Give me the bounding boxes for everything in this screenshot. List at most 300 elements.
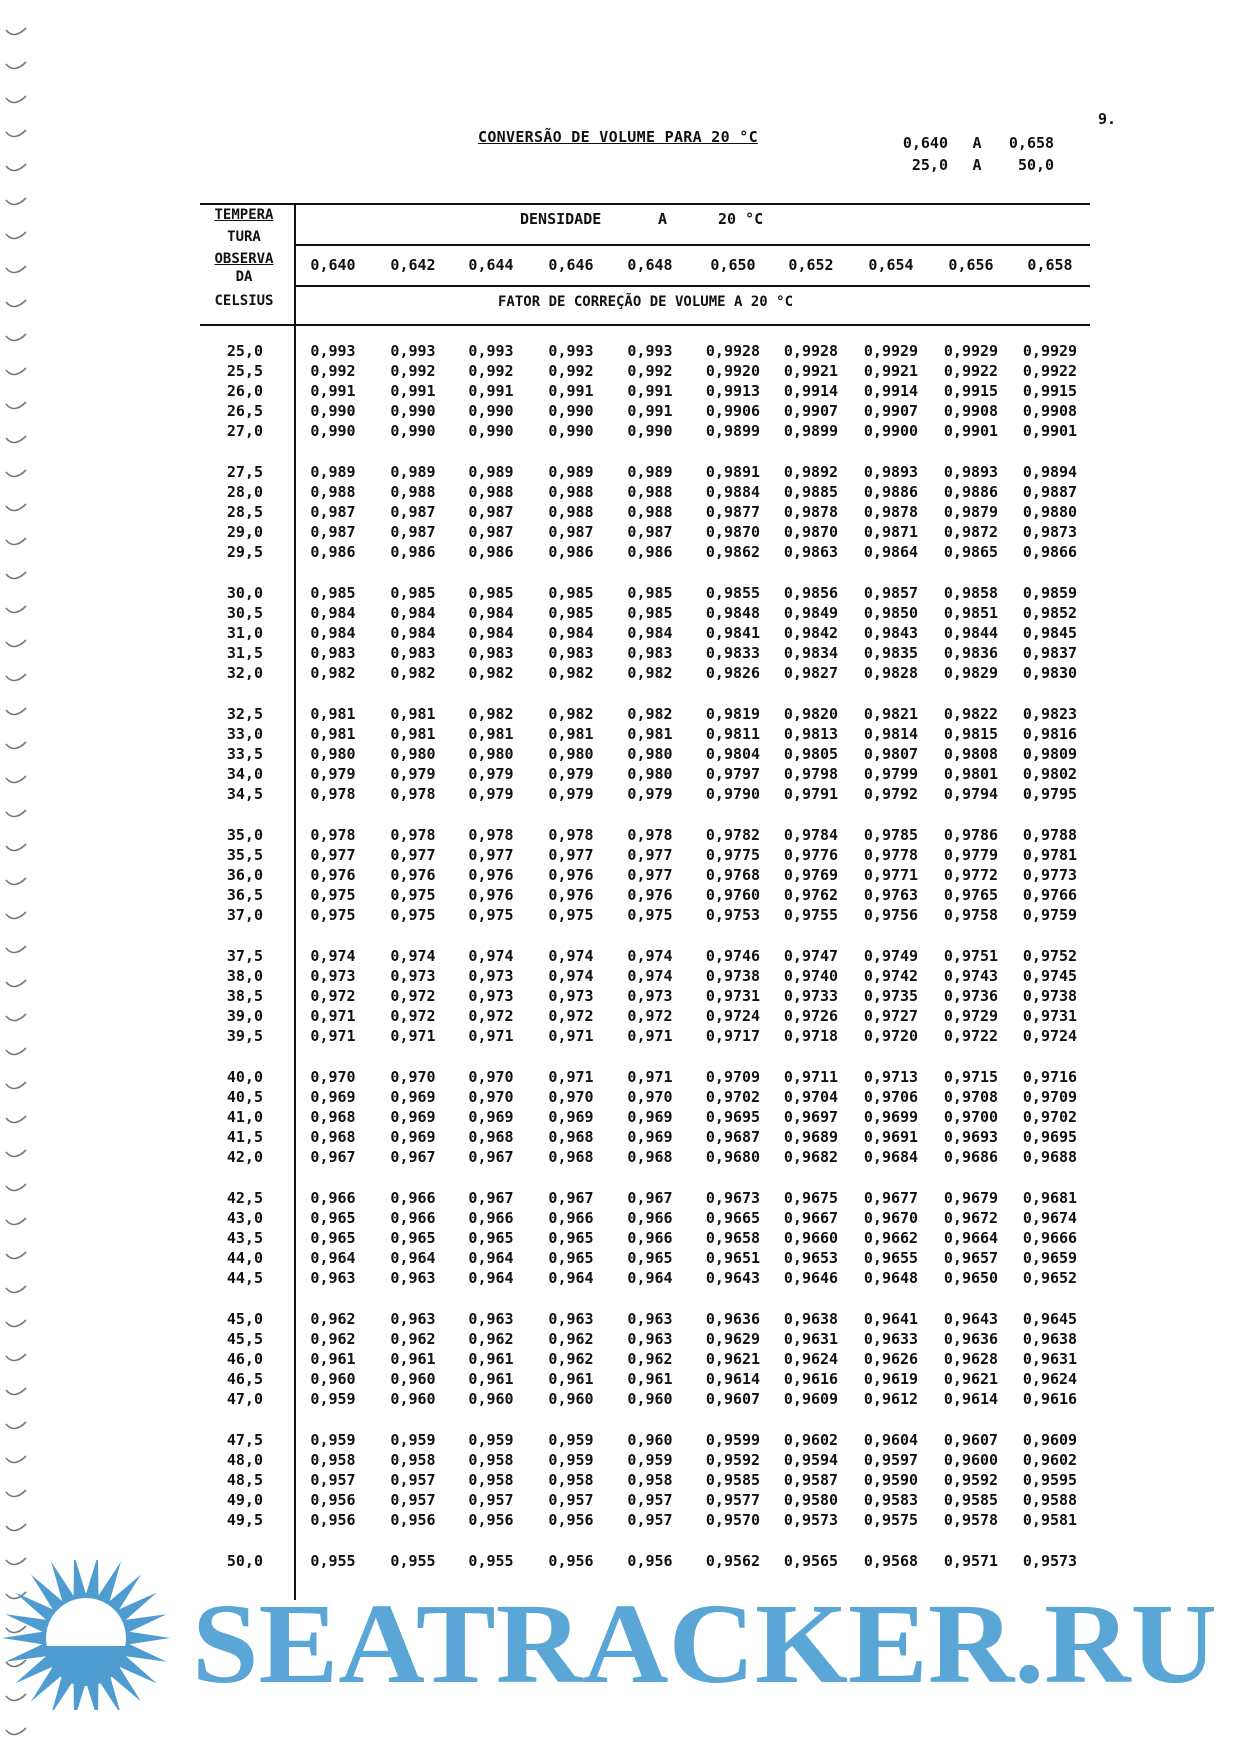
correction-factor-cell: 0,9778 [863, 846, 919, 864]
correction-factor-cell: 0,9602 [783, 1431, 839, 1449]
correction-factor-cell: 0,988 [310, 483, 356, 501]
correction-factor-cell: 0,969 [390, 1108, 436, 1126]
correction-factor-cell: 0,9709 [1022, 1088, 1078, 1106]
binding-hole [6, 62, 26, 69]
binding-hole [6, 538, 26, 545]
correction-factor-cell: 0,9826 [705, 664, 761, 682]
correction-factor-cell: 0,9595 [1022, 1471, 1078, 1489]
correction-factor-cell: 0,9662 [863, 1229, 919, 1247]
correction-factor-cell: 0,959 [310, 1390, 356, 1408]
temperature-value: 33,5 [226, 745, 263, 763]
correction-factor-cell: 0,967 [310, 1148, 356, 1166]
correction-factor-cell: 0,9908 [943, 402, 999, 420]
correction-factor-cell: 0,9756 [863, 906, 919, 924]
correction-factor-cell: 0,9769 [783, 866, 839, 884]
correction-factor-cell: 0,964 [627, 1269, 673, 1287]
correction-factor-cell: 0,9884 [705, 483, 761, 501]
correction-factor-cell: 0,9836 [943, 644, 999, 662]
correction-factor-label: FATOR DE CORREÇÃO DE VOLUME A 20 °C [498, 294, 794, 310]
correction-factor-cell: 0,9877 [705, 503, 761, 521]
correction-factor-cell: 0,966 [627, 1229, 673, 1247]
correction-factor-cell: 0,9638 [783, 1310, 839, 1328]
correction-factor-cell: 0,9659 [1022, 1249, 1078, 1267]
correction-factor-cell: 0,9587 [783, 1471, 839, 1489]
temperature-value: 32,0 [226, 664, 263, 682]
correction-factor-cell: 0,9740 [783, 967, 839, 985]
correction-factor-cell: 0,9893 [943, 463, 999, 481]
correction-factor-cell: 0,9660 [783, 1229, 839, 1247]
correction-factor-cell: 0,9834 [783, 644, 839, 662]
correction-factor-cell: 0,9578 [943, 1511, 999, 1529]
correction-factor-cell: 0,9830 [1022, 664, 1078, 682]
correction-factor-cell: 0,971 [548, 1027, 594, 1045]
correction-factor-cell: 0,974 [627, 967, 673, 985]
correction-factor-cell: 0,9655 [863, 1249, 919, 1267]
binding-hole [6, 1082, 26, 1089]
correction-factor-cell: 0,959 [310, 1431, 356, 1449]
correction-factor-cell: 0,964 [390, 1249, 436, 1267]
correction-factor-cell: 0,9848 [705, 604, 761, 622]
correction-factor-cell: 0,959 [548, 1451, 594, 1469]
correction-factor-cell: 0,9878 [783, 503, 839, 521]
correction-factor-cell: 0,9857 [863, 584, 919, 602]
correction-factor-cell: 0,9675 [783, 1189, 839, 1207]
correction-factor-cell: 0,9829 [943, 664, 999, 682]
temperature-value: 32,5 [226, 705, 263, 723]
binding-hole [6, 1184, 26, 1191]
correction-factor-cell: 0,9788 [1022, 826, 1078, 844]
binding-hole [6, 810, 26, 817]
correction-factor-cell: 0,977 [310, 846, 356, 864]
correction-factor-cell: 0,984 [627, 624, 673, 642]
correction-factor-cell: 0,982 [627, 664, 673, 682]
correction-factor-cell: 0,967 [468, 1189, 514, 1207]
binding-hole [6, 946, 26, 953]
correction-factor-cell: 0,961 [468, 1370, 514, 1388]
correction-factor-cell: 0,974 [310, 947, 356, 965]
correction-factor-cell: 0,968 [548, 1128, 594, 1146]
correction-factor-cell: 0,9684 [863, 1148, 919, 1166]
temperature-value: 48,0 [226, 1451, 263, 1469]
correction-factor-cell: 0,9859 [1022, 584, 1078, 602]
correction-factor-cell: 0,9758 [943, 906, 999, 924]
correction-factor-cell: 0,979 [548, 785, 594, 803]
correction-factor-cell: 0,9699 [863, 1108, 919, 1126]
correction-factor-cell: 0,956 [310, 1511, 356, 1529]
binding-hole [6, 1422, 26, 1429]
correction-factor-cell: 0,9827 [783, 664, 839, 682]
correction-factor-cell: 0,970 [548, 1088, 594, 1106]
correction-factor-cell: 0,9735 [863, 987, 919, 1005]
correction-factor-cell: 0,9665 [705, 1209, 761, 1227]
correction-factor-cell: 0,985 [548, 604, 594, 622]
binding-hole [6, 368, 26, 375]
correction-factor-cell: 0,974 [627, 947, 673, 965]
correction-factor-cell: 0,9621 [943, 1370, 999, 1388]
correction-factor-cell: 0,9706 [863, 1088, 919, 1106]
correction-factor-cell: 0,972 [390, 987, 436, 1005]
correction-factor-cell: 0,990 [468, 402, 514, 420]
correction-factor-cell: 0,9646 [783, 1269, 839, 1287]
correction-factor-cell: 0,959 [627, 1451, 673, 1469]
correction-factor-cell: 0,968 [468, 1128, 514, 1146]
correction-factor-cell: 0,9562 [705, 1552, 761, 1570]
density-value: 0,640 [310, 256, 356, 274]
correction-factor-cell: 0,9614 [705, 1370, 761, 1388]
correction-factor-cell: 0,963 [310, 1269, 356, 1287]
correction-factor-cell: 0,988 [627, 483, 673, 501]
temperature-value: 35,5 [226, 846, 263, 864]
correction-factor-cell: 0,9819 [705, 705, 761, 723]
correction-factor-cell: 0,9711 [783, 1068, 839, 1086]
correction-factor-cell: 0,979 [390, 765, 436, 783]
correction-factor-cell: 0,960 [548, 1390, 594, 1408]
correction-factor-cell: 0,987 [310, 503, 356, 521]
correction-factor-cell: 0,958 [310, 1451, 356, 1469]
correction-factor-cell: 0,982 [468, 705, 514, 723]
binding-hole [6, 436, 26, 443]
correction-factor-cell: 0,9811 [705, 725, 761, 743]
correction-factor-cell: 0,9700 [943, 1108, 999, 1126]
correction-factor-cell: 0,956 [548, 1511, 594, 1529]
density-label: DENSIDADE [520, 210, 602, 228]
temp-to: 50,0 [1017, 156, 1055, 174]
density-value: 0,656 [948, 256, 994, 274]
correction-factor-cell: 0,9747 [783, 947, 839, 965]
correction-factor-cell: 0,963 [627, 1310, 673, 1328]
correction-factor-cell: 0,9879 [943, 503, 999, 521]
correction-factor-cell: 0,984 [468, 604, 514, 622]
correction-factor-cell: 0,981 [548, 725, 594, 743]
correction-factor-cell: 0,9715 [943, 1068, 999, 1086]
correction-factor-cell: 0,9590 [863, 1471, 919, 1489]
temperature-value: 42,5 [226, 1189, 263, 1207]
correction-factor-cell: 0,962 [548, 1330, 594, 1348]
correction-factor-cell: 0,9726 [783, 1007, 839, 1025]
binding-hole [6, 1286, 26, 1293]
temperature-value: 28,0 [226, 483, 263, 501]
correction-factor-cell: 0,965 [310, 1229, 356, 1247]
correction-factor-cell: 0,978 [627, 826, 673, 844]
correction-factor-cell: 0,957 [468, 1491, 514, 1509]
correction-factor-cell: 0,9899 [783, 422, 839, 440]
temperature-value: 26,0 [226, 382, 263, 400]
correction-factor-cell: 0,9892 [783, 463, 839, 481]
binding-hole [6, 980, 26, 987]
correction-factor-cell: 0,9921 [783, 362, 839, 380]
correction-factor-cell: 0,9809 [1022, 745, 1078, 763]
correction-factor-cell: 0,9575 [863, 1511, 919, 1529]
correction-factor-cell: 0,9571 [943, 1552, 999, 1570]
correction-factor-cell: 0,984 [468, 624, 514, 642]
binding-hole [6, 640, 26, 647]
correction-factor-cell: 0,9629 [705, 1330, 761, 1348]
correction-factor-cell: 0,9650 [943, 1269, 999, 1287]
correction-factor-cell: 0,976 [310, 866, 356, 884]
correction-factor-cell: 0,9573 [783, 1511, 839, 1529]
correction-factor-cell: 0,973 [310, 967, 356, 985]
correction-factor-cell: 0,985 [468, 584, 514, 602]
correction-factor-cell: 0,990 [627, 422, 673, 440]
temperature-value: 31,5 [226, 644, 263, 662]
correction-factor-cell: 0,9914 [863, 382, 919, 400]
watermark [0, 1560, 1240, 1710]
correction-factor-cell: 0,9609 [783, 1390, 839, 1408]
correction-factor-cell: 0,960 [627, 1390, 673, 1408]
correction-factor-cell: 0,9695 [1022, 1128, 1078, 1146]
binding-hole [6, 776, 26, 783]
correction-factor-cell: 0,9681 [1022, 1189, 1078, 1207]
correction-factor-cell: 0,9768 [705, 866, 761, 884]
binding-hole [6, 1252, 26, 1259]
correction-factor-cell: 0,9666 [1022, 1229, 1078, 1247]
density-header-rule [296, 244, 1090, 246]
correction-factor-cell: 0,9900 [863, 422, 919, 440]
temperature-value: 36,5 [226, 886, 263, 904]
correction-factor-cell: 0,970 [468, 1068, 514, 1086]
correction-factor-cell: 0,967 [627, 1189, 673, 1207]
density-value: 0,650 [710, 256, 756, 274]
correction-factor-cell: 0,957 [310, 1471, 356, 1489]
correction-factor-cell: 0,963 [468, 1310, 514, 1328]
density-values-rule [296, 285, 1090, 287]
binding-hole [6, 130, 26, 137]
correction-factor-cell: 0,958 [548, 1471, 594, 1489]
correction-factor-cell: 0,959 [390, 1431, 436, 1449]
correction-factor-cell: 0,9657 [943, 1249, 999, 1267]
correction-factor-cell: 0,991 [548, 382, 594, 400]
correction-factor-cell: 0,9841 [705, 624, 761, 642]
correction-factor-cell: 0,985 [548, 584, 594, 602]
correction-factor-cell: 0,958 [627, 1471, 673, 1489]
correction-factor-cell: 0,975 [468, 906, 514, 924]
correction-factor-cell: 0,9901 [1022, 422, 1078, 440]
correction-factor-cell: 0,992 [310, 362, 356, 380]
correction-factor-cell: 0,9736 [943, 987, 999, 1005]
correction-factor-cell: 0,971 [548, 1068, 594, 1086]
temperature-value: 27,0 [226, 422, 263, 440]
correction-factor-cell: 0,9794 [943, 785, 999, 803]
temperature-value: 47,0 [226, 1390, 263, 1408]
temp-header-line: TURA [227, 229, 261, 245]
temperature-value: 37,5 [226, 947, 263, 965]
correction-factor-cell: 0,988 [627, 503, 673, 521]
correction-factor-cell: 0,9763 [863, 886, 919, 904]
correction-factor-cell: 0,9922 [1022, 362, 1078, 380]
correction-factor-cell: 0,990 [310, 402, 356, 420]
correction-factor-cell: 0,965 [390, 1229, 436, 1247]
correction-factor-cell: 0,991 [627, 402, 673, 420]
correction-factor-cell: 0,9648 [863, 1269, 919, 1287]
correction-factor-cell: 0,981 [627, 725, 673, 743]
correction-factor-cell: 0,9878 [863, 503, 919, 521]
correction-factor-cell: 0,9772 [943, 866, 999, 884]
correction-factor-cell: 0,961 [627, 1370, 673, 1388]
correction-factor-cell: 0,9929 [943, 342, 999, 360]
correction-factor-cell: 0,975 [627, 906, 673, 924]
correction-factor-cell: 0,984 [548, 624, 594, 642]
temperature-value: 50,0 [226, 1552, 263, 1570]
correction-factor-cell: 0,975 [310, 886, 356, 904]
correction-factor-cell: 0,9899 [705, 422, 761, 440]
correction-factor-cell: 0,9760 [705, 886, 761, 904]
correction-factor-cell: 0,9765 [943, 886, 999, 904]
correction-factor-cell: 0,9872 [943, 523, 999, 541]
temp-header-line: CELSIUS [214, 293, 274, 309]
binding-hole [6, 878, 26, 885]
correction-factor-cell: 0,9724 [705, 1007, 761, 1025]
correction-factor-cell: 0,981 [310, 705, 356, 723]
correction-factor-cell: 0,956 [468, 1511, 514, 1529]
correction-factor-cell: 0,9891 [705, 463, 761, 481]
correction-factor-cell: 0,9607 [705, 1390, 761, 1408]
correction-factor-cell: 0,9626 [863, 1350, 919, 1368]
watermark-text: SEATRACKER.RU [192, 1580, 1217, 1707]
correction-factor-cell: 0,975 [310, 906, 356, 924]
correction-factor-cell: 0,9733 [783, 987, 839, 1005]
temperature-value: 40,5 [226, 1088, 263, 1106]
correction-factor-cell: 0,987 [468, 523, 514, 541]
correction-factor-cell: 0,963 [390, 1310, 436, 1328]
temperature-value: 38,5 [226, 987, 263, 1005]
correction-factor-cell: 0,9581 [1022, 1511, 1078, 1529]
correction-factor-cell: 0,956 [390, 1511, 436, 1529]
correction-factor-cell: 0,9797 [705, 765, 761, 783]
correction-factor-cell: 0,9816 [1022, 725, 1078, 743]
correction-factor-cell: 0,9762 [783, 886, 839, 904]
correction-factor-cell: 0,986 [548, 543, 594, 561]
correction-factor-cell: 0,9802 [1022, 765, 1078, 783]
correction-factor-cell: 0,976 [548, 866, 594, 884]
correction-factor-cell: 0,9929 [1022, 342, 1078, 360]
correction-factor-cell: 0,979 [627, 785, 673, 803]
correction-factor-cell: 0,980 [468, 745, 514, 763]
correction-factor-cell: 0,9893 [863, 463, 919, 481]
temperature-value: 47,5 [226, 1431, 263, 1449]
correction-factor-cell: 0,9670 [863, 1209, 919, 1227]
correction-factor-cell: 0,960 [390, 1370, 436, 1388]
correction-factor-cell: 0,9607 [943, 1431, 999, 1449]
binding-hole [6, 1388, 26, 1395]
correction-factor-cell: 0,9743 [943, 967, 999, 985]
correction-factor-cell: 0,982 [310, 664, 356, 682]
correction-factor-cell: 0,957 [627, 1511, 673, 1529]
correction-factor-cell: 0,984 [390, 624, 436, 642]
temperature-value: 44,0 [226, 1249, 263, 1267]
correction-factor-cell: 0,980 [310, 745, 356, 763]
correction-factor-cell: 0,9616 [1022, 1390, 1078, 1408]
correction-factor-cell: 0,9885 [783, 483, 839, 501]
correction-factor-cell: 0,9907 [863, 402, 919, 420]
correction-factor-cell: 0,959 [548, 1431, 594, 1449]
correction-factor-cell: 0,9785 [863, 826, 919, 844]
correction-factor-cell: 0,9695 [705, 1108, 761, 1126]
correction-factor-cell: 0,9697 [783, 1108, 839, 1126]
temperature-value: 34,5 [226, 785, 263, 803]
correction-factor-cell: 0,974 [548, 967, 594, 985]
correction-factor-cell: 0,9621 [705, 1350, 761, 1368]
correction-factor-cell: 0,965 [548, 1229, 594, 1247]
correction-factor-cell: 0,983 [390, 644, 436, 662]
correction-factor-cell: 0,9717 [705, 1027, 761, 1045]
density-temp: 20 °C [718, 210, 764, 228]
correction-factor-cell: 0,9718 [783, 1027, 839, 1045]
correction-factor-cell: 0,962 [468, 1330, 514, 1348]
correction-factor-cell: 0,9604 [863, 1431, 919, 1449]
binding-hole [6, 1490, 26, 1497]
correction-factor-cell: 0,962 [627, 1350, 673, 1368]
correction-factor-cell: 0,971 [310, 1007, 356, 1025]
correction-factor-cell: 0,981 [468, 725, 514, 743]
binding-hole [6, 572, 26, 579]
temperature-value: 49,5 [226, 1511, 263, 1529]
correction-factor-cell: 0,9753 [705, 906, 761, 924]
correction-factor-cell: 0,9795 [1022, 785, 1078, 803]
correction-factor-cell: 0,9920 [705, 362, 761, 380]
correction-factor-cell: 0,9833 [705, 644, 761, 662]
correction-factor-cell: 0,985 [627, 604, 673, 622]
correction-factor-cell: 0,964 [468, 1249, 514, 1267]
correction-factor-cell: 0,988 [548, 483, 594, 501]
correction-factor-cell: 0,967 [548, 1189, 594, 1207]
correction-factor-cell: 0,9643 [705, 1269, 761, 1287]
temperature-value: 46,0 [226, 1350, 263, 1368]
table-top-rule [200, 203, 1090, 205]
correction-factor-cell: 0,9855 [705, 584, 761, 602]
correction-factor-cell: 0,9786 [943, 826, 999, 844]
correction-factor-cell: 0,9594 [783, 1451, 839, 1469]
correction-factor-cell: 0,9689 [783, 1128, 839, 1146]
correction-factor-cell: 0,9804 [705, 745, 761, 763]
correction-factor-cell: 0,9766 [1022, 886, 1078, 904]
correction-factor-cell: 0,971 [390, 1027, 436, 1045]
temperature-value: 27,5 [226, 463, 263, 481]
correction-factor-cell: 0,9808 [943, 745, 999, 763]
correction-factor-cell: 0,9870 [705, 523, 761, 541]
correction-factor-cell: 0,988 [468, 483, 514, 501]
correction-factor-cell: 0,9727 [863, 1007, 919, 1025]
correction-factor-cell: 0,990 [310, 422, 356, 440]
correction-factor-cell: 0,982 [468, 664, 514, 682]
correction-factor-cell: 0,9729 [943, 1007, 999, 1025]
correction-factor-cell: 0,9798 [783, 765, 839, 783]
binding-hole [6, 1728, 26, 1735]
correction-factor-cell: 0,9886 [863, 483, 919, 501]
correction-factor-cell: 0,977 [627, 866, 673, 884]
correction-factor-cell: 0,974 [548, 947, 594, 965]
correction-factor-cell: 0,993 [468, 342, 514, 360]
correction-factor-cell: 0,9886 [943, 483, 999, 501]
density-value: 0,648 [627, 256, 673, 274]
binding-hole [6, 300, 26, 307]
density-range-sep: A [972, 134, 982, 152]
correction-factor-cell: 0,9776 [783, 846, 839, 864]
binding-hole [6, 334, 26, 341]
correction-factor-cell: 0,979 [548, 765, 594, 783]
temperature-value: 25,0 [226, 342, 263, 360]
binding-hole [6, 1150, 26, 1157]
correction-factor-cell: 0,977 [468, 846, 514, 864]
correction-factor-cell: 0,982 [548, 705, 594, 723]
correction-factor-cell: 0,989 [548, 463, 594, 481]
correction-factor-cell: 0,960 [468, 1390, 514, 1408]
correction-factor-cell: 0,9915 [1022, 382, 1078, 400]
correction-factor-cell: 0,9862 [705, 543, 761, 561]
correction-factor-cell: 0,967 [468, 1148, 514, 1166]
correction-factor-cell: 0,969 [627, 1128, 673, 1146]
correction-factor-cell: 0,9702 [1022, 1108, 1078, 1126]
correction-factor-cell: 0,9887 [1022, 483, 1078, 501]
